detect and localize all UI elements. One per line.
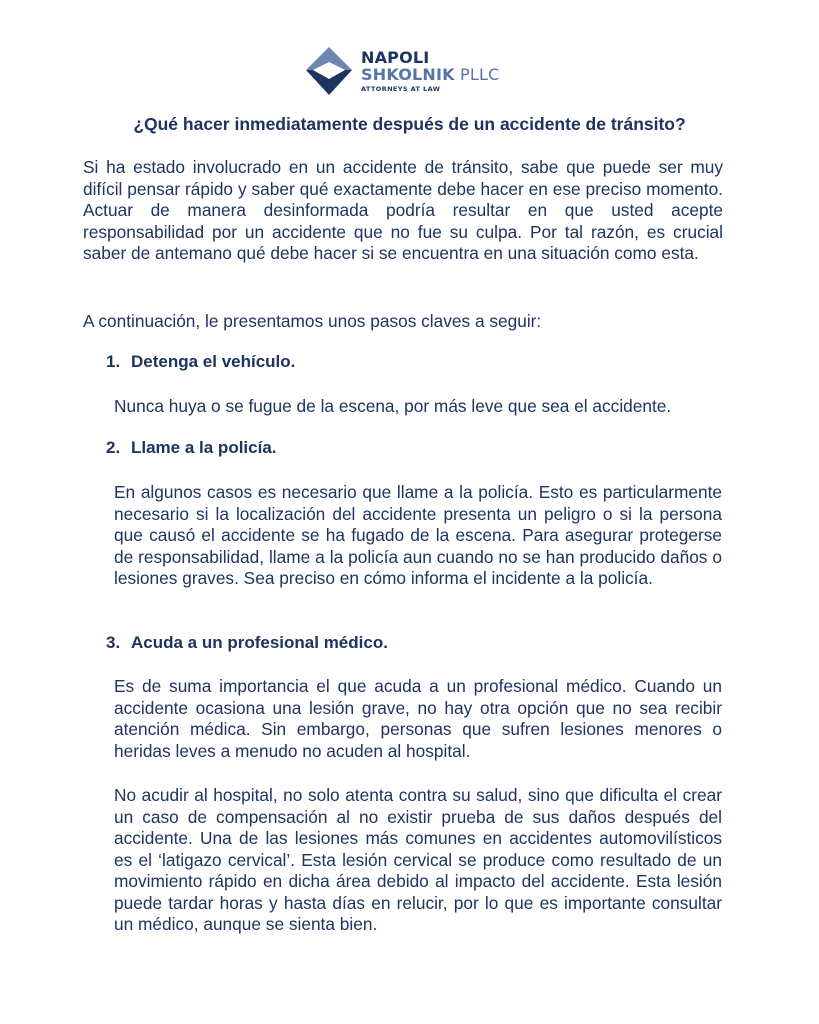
step-heading-1 [106,352,295,372]
logo-tagline: ATTORNEYS AT LAW [361,84,441,93]
logo-line-shkolnik [361,64,500,84]
step-title: Llame a la policía. [131,438,277,457]
intro-paragraph: Si ha estado involucrado en un accidente de tránsito, sabe que puede ser muy difícil pensar rápido y saber qué exactamente debe hacer en ese preciso momento. Actuar de manera desinformada podría resultar en que usted acepte responsabilidad por un accidente que no fue su culpa. Por tal razón, es crucial saber de antemano qué debe hacer si se encuentra en una situación como esta. [83,157,723,263]
logo-text [361,47,500,93]
logo-diamond-icon [305,46,353,96]
step-3-paragraph-2: No acudir al hospital, no solo atenta contra su salud, sino que dificulta el crear un caso de compensación al no existir prueba de sus daños después del accidente. Una de las lesiones más comunes en accidentes automovilísticos es el ‘latigazo cervical’. Esta lesión cervical se produce como resultado de un movimiento rápido en dicha área debido al impacto del accidente. Esta lesión puede tardar horas y hasta días en relucir, por lo que es importante consultar un médico, aunque se sienta bien. [114,785,722,934]
logo-line-napoli: NAPOLI [361,47,430,67]
step-number: 2. [106,438,121,457]
step-1-paragraph: Nunca huya o se fugue de la escena, por más leve que sea el accidente. [114,396,672,416]
step-number: 3. [106,633,121,652]
step-number: 1. [106,352,121,371]
logo-pllc [455,65,500,84]
firm-logo [305,46,499,96]
steps-lead: A continuación, le presentamos unos pasos claves a seguir: [83,311,542,331]
page-title: ¿Qué hacer inmediatamente después de un accidente de tránsito? [133,114,686,134]
step-heading-3 [106,633,388,653]
step-title: Detenga el vehículo. [131,352,296,371]
step-title: Acuda a un profesional médico. [131,633,388,652]
step-3-paragraph-1: Es de suma importancia el que acuda a un profesional médico. Cuando un accidente ocasiona una lesión grave, no hay otra opción que no sea recibir atención médica. Sin embargo, personas que sufren lesiones menores o heridas leves a menudo no acuden al hospital. [114,676,722,761]
logo-pllc-text: PLLC [460,64,500,84]
step-2-paragraph: En algunos casos es necesario que llame a la policía. Esto es particularmente necesario si la localización del accidente presenta un peligro o si la persona que causó el accidente se ha fugado de la escena. Para asegurar protegerse de responsabilidad, llame a la policía aun cuando no se han producido daños o lesiones graves. Sea preciso en cómo informa el incidente a la policía. [114,482,722,588]
logo-shkolnik: SHKOLNIK [361,64,455,84]
step-heading-2 [106,438,277,458]
